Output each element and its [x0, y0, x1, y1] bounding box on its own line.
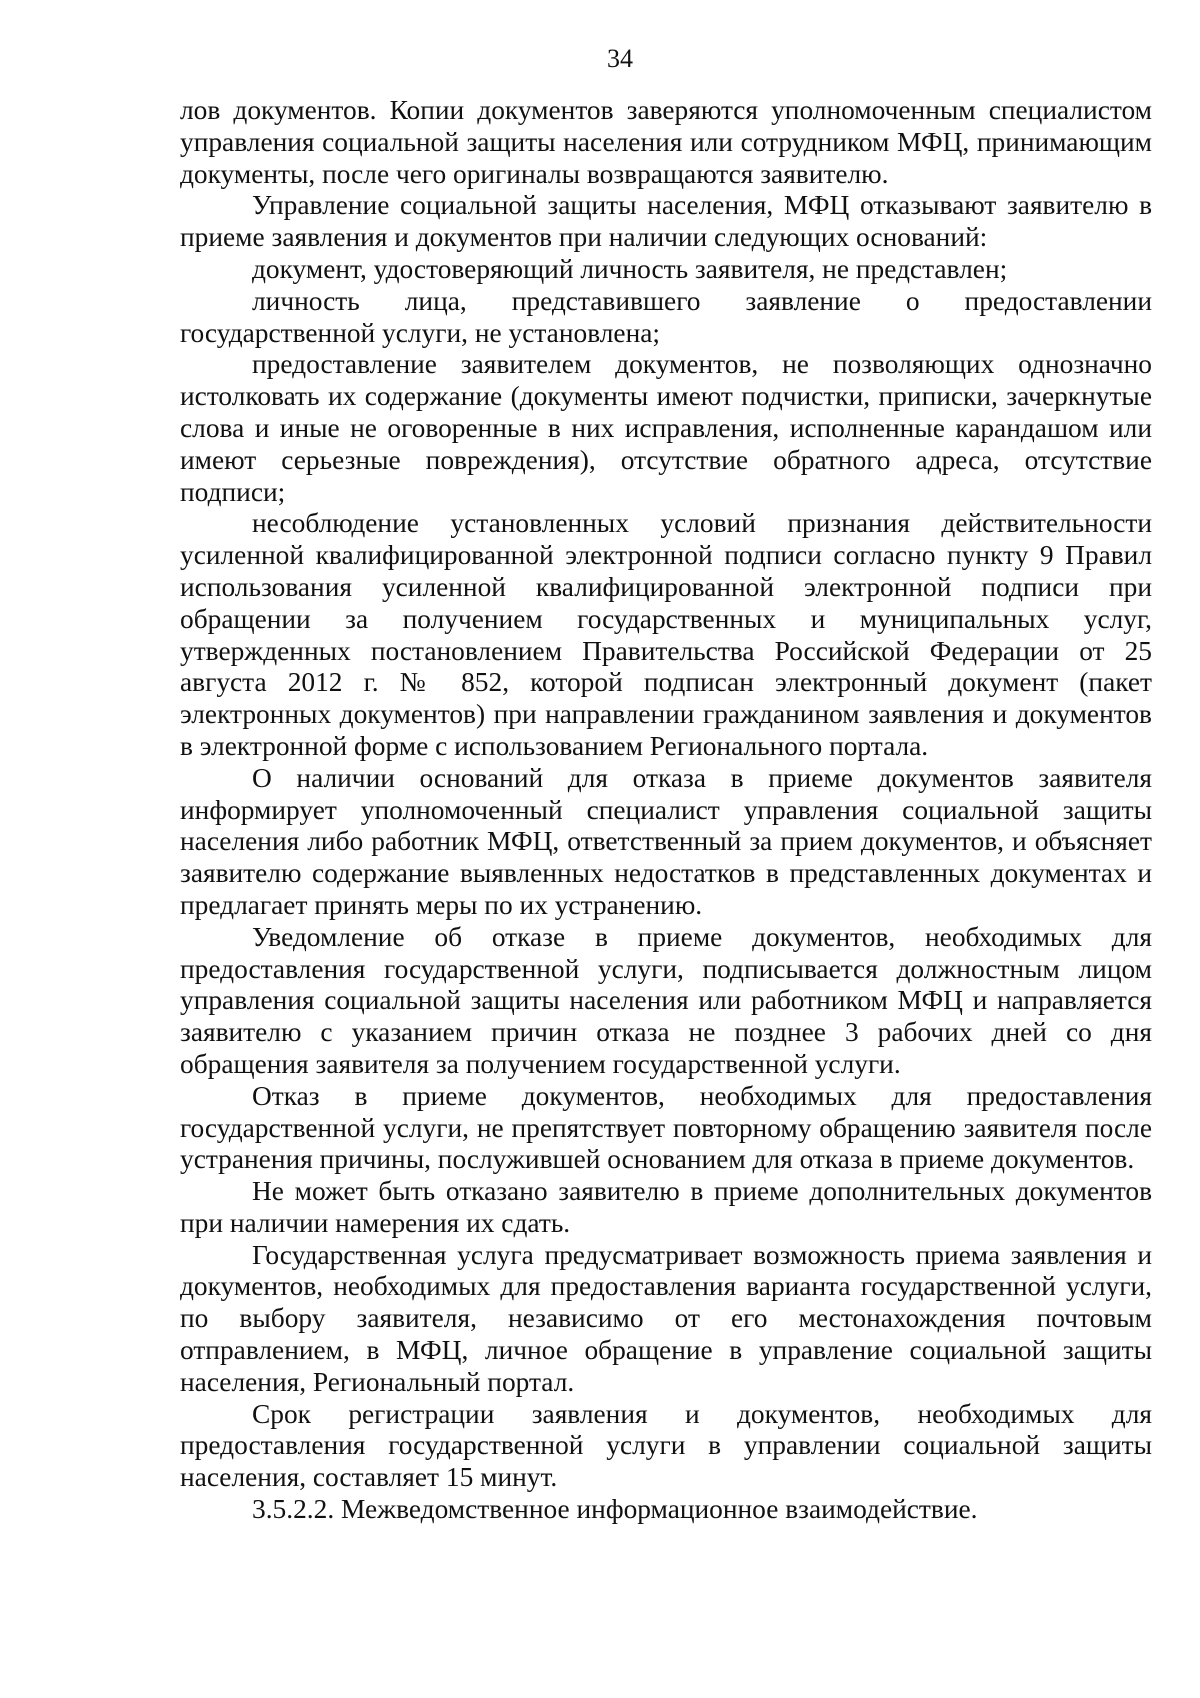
paragraph-registration-term: Срок регистрации заявления и документов, необходимых для предоставления государственной услуги в управлении социальной защиты населения, составляет 15 минут. [180, 1398, 1152, 1493]
paragraph-refusal-notice: Уведомление об отказе в приеме документов, необходимых для предоставления государственной услуги, подписывается должностным лицом управления социальной защиты населения или работником МФЦ и направляется заявителю с указанием причин отказа не позднее 3 рабочих дней со дня обращения заявителя за получением государственной услуги. [180, 921, 1152, 1079]
section-heading-interagency: 3.5.2.2. Межведомственное информационное взаимодействие. [252, 1494, 978, 1525]
paragraph-submission-options: Государственная услуга предусматривает возможность приема заявления и документов, необходимых для предоставления варианта государственной услуги, по выбору заявителя, независимо от его местонахождения почтовым отправлением, в МФЦ, личное обращение в управление социальной защиты населения, Региональный портал. [180, 1239, 1152, 1397]
paragraph-ground-unreadable-documents: предоставление заявителем документов, не позволяющих однозначно истолковать их содержание (документы имеют подчистки, приписки, зачеркнутые слова и иные не оговоренные в них исправления, исполненные карандашом или имеют серьезные повреждения), отсутствие обратного адреса, отсутствие подписи; [180, 349, 1152, 507]
paragraph-additional-documents: Не может быть отказано заявителю в приеме дополнительных документов при наличии намерения их сдать. [180, 1176, 1152, 1238]
document-body [180, 95, 1152, 1526]
paragraph-ground-electronic-signature: несоблюдение установленных условий признания действительности усиленной квалифицированной электронной подписи согласно пункту 9 Правил использования усиленной квалифицированной электронной подписи при обращении за получением государственных и муниципальных услуг, утвержденных постановлением Правительства Российской Федерации от 25 августа 2012 г. № 852, которой подписан электронный документ (пакет электронных документов) при направлении гражданином заявления и документов в электронной форме с использованием Регионального портала. [180, 508, 1152, 761]
paragraph-continuation: лов документов. Копии документов заверяются уполномоченным специалистом управления социальной защиты населения или сотрудником МФЦ, принимающим документы, после чего оригиналы возвращаются заявителю. [180, 95, 1152, 189]
paragraph-refusal-grounds-intro: Управление социальной защиты населения, МФЦ отказывают заявителю в приеме заявления и документов при наличии следующих оснований: [180, 190, 1152, 253]
paragraph-repeat-application: Отказ в приеме документов, необходимых для предоставления государственной услуги, не препятствует повторному обращению заявителя после устранения причины, послужившей основанием для отказа в приеме документов. [180, 1080, 1152, 1175]
paragraph-ground-identity-not-established: личность лица, представившего заявление о предоставлении государственной услуги, не установлена; [180, 285, 1152, 348]
paragraph-informing-applicant: О наличии оснований для отказа в приеме документов заявителя информирует уполномоченный специалист управления социальной защиты населения либо работник МФЦ, ответственный за прием документов, и объясняет заявителю содержание выявленных недостатков в представленных документах и предлагает принять меры по их устранению. [180, 762, 1152, 920]
page-number: 34 [607, 44, 633, 73]
paragraph-ground-identity-document: документ, удостоверяющий личность заявителя, не представлен; [252, 253, 1008, 284]
